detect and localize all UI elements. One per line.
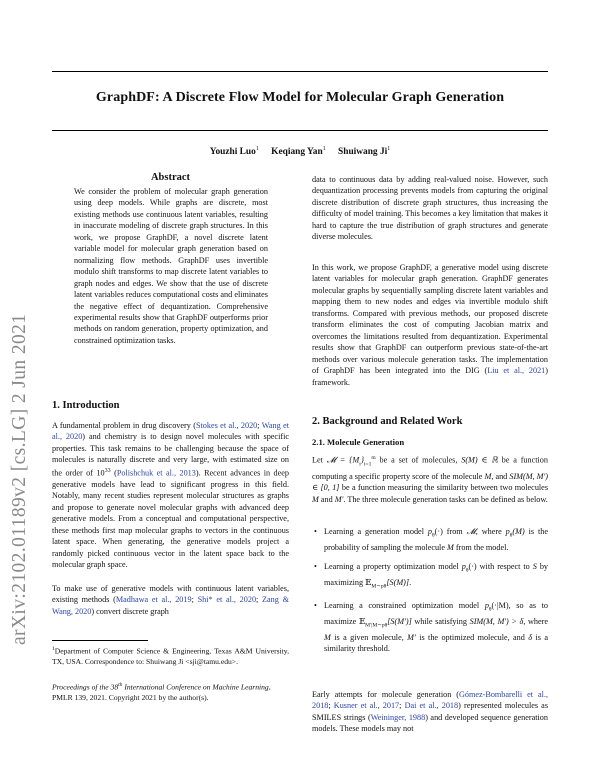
citation-link[interactable]: Zang & Wang, 2020 (52, 595, 289, 616)
citation-link[interactable]: Wang et al., 2020 (52, 421, 289, 442)
citation-link[interactable]: Gómez-Bombarelli et al., 2018 (312, 690, 548, 711)
citation-link[interactable]: Liu et al., 2021 (487, 366, 546, 376)
intro-paragraph-2: To make use of generative models with continuous latent variables, existing methods (Madhawa et al., 2019; Shi* et al., 2020; Zang & Wang, 2020) convert discrete graph (52, 584, 289, 616)
section-heading-introduction: 1. Introduction (52, 400, 120, 411)
task-list (312, 526, 548, 662)
subsection-heading-molecule-generation: 2.1. Molecule Generation (312, 437, 405, 447)
proceedings-note: Proceedings of the 38th International Conference on Machine Learning, PMLR 139, 2021. Copyright 2021 by the author(s). (52, 682, 271, 702)
list-item: • Learning a generation model $p_\theta(\cdot)$ from 𝓜, where $p_\theta(M)$ is the probability of sampling the molecule M from the model. (314, 527, 548, 553)
abstract-body: We consider the problem of molecular graph generation using deep models. While graphs are discrete, most existing methods use continuous latent variables, resulting in inaccurate modeling of discrete graph structures. In this work, we propose GraphDF, a novel discrete latent variable model for molecular graph generation based on normalizing flow methods. GraphDF uses invertible modulo shift transforms to map discrete latent variables to graph nodes and edges. We show that the use of discrete latent variables reduces computational costs and eliminates the negative effect of dequantization. Comprehensive experimental results show that GraphDF outperforms prior methods on random generation, property optimization, and constrained optimization tasks. (74, 187, 268, 345)
affiliation-footnote: $^1$Department of Computer Science & Engineering, Texas A&M University, TX, USA. Correspondence to: Shuiwang Ji <sji@tamu.edu>. (52, 646, 289, 666)
molecule-generation-paragraph: Let 𝓜 = $\{M_i\}_{i=1}^m$ be a set of molecules, S(M) ∈ ℝ be a function computing a specific property score of the molecule M, and SIM(M, M′) ∈ [0, 1] be a function measuring the similarity between two molecules M and M′. The three molecule generation tasks can be defined as below. (312, 455, 549, 504)
citation-link[interactable]: Shi* et al., 2020 (197, 595, 257, 605)
section-heading-background: 2. Background and Related Work (312, 416, 463, 427)
arxiv-identifier[interactable]: arXiv:2102.01189v2 [cs.LG] 2 Jun 2021 (9, 313, 30, 645)
citation-link[interactable]: Stokes et al., 2020 (195, 421, 258, 430)
author: Shuiwang Ji$^1$ (338, 146, 391, 158)
abstract-heading: Abstract (150, 172, 191, 183)
citation-link[interactable]: Dai et al., 2018 (404, 701, 459, 711)
author: Keqiang Yan$^1$ (271, 146, 326, 158)
author-list (52, 146, 548, 157)
right-paragraph-1: data to continuous data by adding real-valued noise. However, such dequantization processing prevents models from capturing the original discrete distribution of discrete graph structures, thus increasing the difficulty of model training. This becomes a key limitation that makes it hard to capture the true distribution of graph structures and generate diverse molecules. (312, 175, 548, 242)
list-item: • Learning a constrained optimization model $p_\theta(\cdot|M)$, so as to maximize 𝔼$_{M'|M\sim p\theta}$[S(M′)] while satisfying SIM(M, M′) > δ, where M is a given molecule, M′ is the optimized molecule, and δ is a similarity threshold. (314, 600, 548, 654)
early-attempts-paragraph: Early attempts for molecule generation (Gómez-Bombarelli et al., 2018; Kusner et al., 2017; Dai et al., 2018) represented molecules as SMILES strings (Weininger, 1988) and developed sequence generation models. These models may not (312, 690, 548, 734)
citation-link[interactable]: Madhawa et al., 2019 (115, 595, 192, 605)
footnote-rule (52, 640, 148, 641)
title-top-rule (52, 71, 548, 72)
title-bottom-rule (52, 130, 548, 131)
citation-link[interactable]: Polishchuk et al., 2013 (116, 468, 196, 478)
citation-link[interactable]: Weininger, 1988 (370, 712, 426, 722)
paper-title: GraphDF: A Discrete Flow Model for Molecular Graph Generation (95, 90, 505, 105)
list-item: • Learning a property optimization model $p_\theta(\cdot)$ with respect to S by maximizing 𝔼$_{M\sim p\theta}$[S(M)]. (314, 561, 549, 590)
citation-link[interactable]: Kusner et al., 2017 (333, 701, 400, 711)
right-paragraph-2: In this work, we propose GraphDF, a generative model using discrete latent variables for molecular graph generation. GraphDF generates molecular graphs by sequentially sampling discrete latent variables and mapping them to new nodes and edges via invertible modulo shift transforms. Compared with previous methods, our proposed discrete transform eliminates the cost of computing Jacobian matrix and overcomes the limitations resulted from dequantization. Experimental results show that GraphDF can outperform previous state-of-the-art methods over various molecule generation tasks. The implementation of GraphDF has been integrated into the DIG (Liu et al., 2021) framework. (312, 263, 549, 387)
intro-paragraph-1: A fundamental problem in drug discovery (Stokes et al., 2020; Wang et al., 2020) and chemistry is to design novel molecules with specific properties. This task remains to be challenging because the space of molecules is naturally discrete and very large, with estimated size on the order of $10^{33}$ (Polishchuk et al., 2013). Recent advances in deep generative models have lead to significant progress in this field. Notably, many recent studies represent molecular structures as graphs and propose to generate novel molecular graphs with advanced deep generative models. From a conceptual and computational perspective, these methods first map molecular graphs to vectors in the continuous latent space. When generating, the generative models project a randomly picked continuous vector in the latent space back to the molecular graph space. (52, 421, 289, 570)
author: Youzhi Luo$^1$ (209, 146, 259, 158)
